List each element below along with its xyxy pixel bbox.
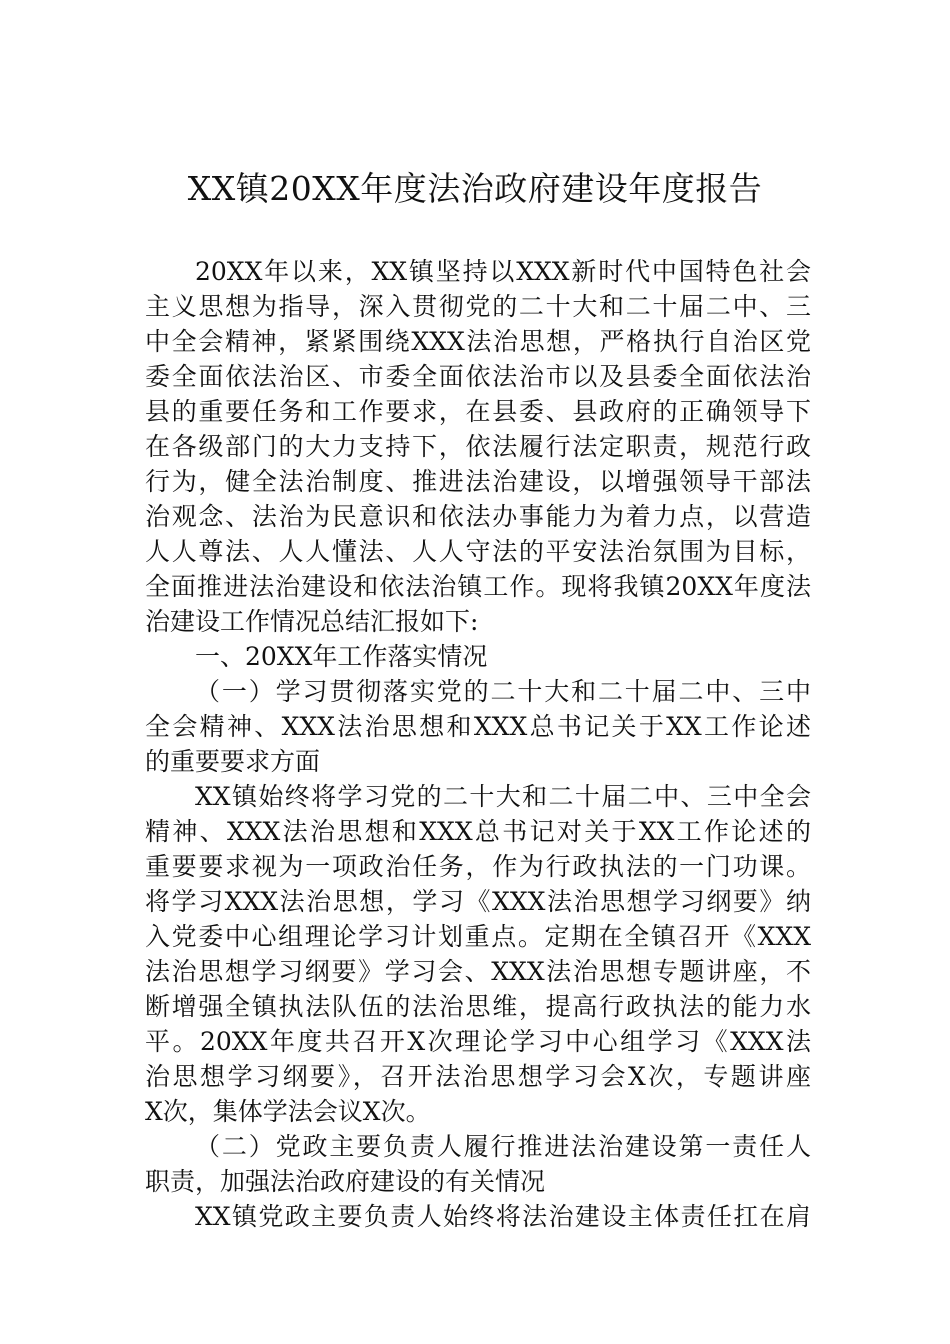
section-heading: 一、20XX年工作落实情况 bbox=[195, 642, 488, 671]
paragraph-line: 法治思想学习纲要》学习会、XXX法治思想专题讲座，不 bbox=[145, 957, 811, 986]
paragraph-line: 治观念、法治为民意识和依法办事能力为着力点，以营造 bbox=[145, 502, 811, 531]
paragraph-line: 人人尊法、人人懂法、人人守法的平安法治氛围为目标， bbox=[145, 537, 811, 566]
paragraph-line: 将学习XXX法治思想，学习《XXX法治思想学习纲要》纳 bbox=[145, 887, 811, 916]
paragraph-line: 断增强全镇执法队伍的法治思维，提高行政执法的能力水 bbox=[145, 992, 811, 1021]
paragraph-line: 治建设工作情况总结汇报如下: bbox=[145, 607, 479, 636]
subsection-heading: 全会精神、XXX法治思想和XXX总书记关于XX工作论述 bbox=[145, 712, 811, 741]
paragraph-line: 重要要求视为一项政治任务，作为行政执法的一门功课。 bbox=[145, 852, 811, 881]
paragraph-line: 委全面依法治区、市委全面依法治市以及县委全面依法治 bbox=[145, 362, 811, 391]
paragraph-line: 治思想学习纲要》，召开法治思想学习会X次，专题讲座 bbox=[145, 1062, 811, 1091]
paragraph-line: 平。20XX年度共召开X次理论学习中心组学习《XXX法 bbox=[145, 1027, 811, 1056]
paragraph-line: 县的重要任务和工作要求，在县委、县政府的正确领导下 bbox=[145, 397, 811, 426]
paragraph-line: 全面推进法治建设和依法治镇工作。现将我镇20XX年度法 bbox=[145, 572, 811, 601]
paragraph-line: 中全会精神，紧紧围绕XXX法治思想，严格执行自治区党 bbox=[145, 327, 811, 356]
paragraph-line: 在各级部门的大力支持下，依法履行法定职责，规范行政 bbox=[145, 432, 811, 461]
subsection-heading: （二）党政主要负责人履行推进法治建设第一责任人 bbox=[195, 1132, 811, 1161]
paragraph-line: XX镇党政主要负责人始终将法治建设主体责任扛在肩 bbox=[195, 1202, 811, 1231]
paragraph-line: XX镇始终将学习党的二十大和二十届二中、三中全会 bbox=[195, 782, 811, 811]
document-body bbox=[145, 254, 811, 1234]
paragraph-line: 20XX年以来，XX镇坚持以XXX新时代中国特色社会 bbox=[195, 257, 811, 286]
subsection-heading: 职责，加强法治政府建设的有关情况 bbox=[145, 1167, 546, 1196]
paragraph-line: 入党委中心组理论学习计划重点。定期在全镇召开《XXX bbox=[145, 922, 811, 951]
paragraph-line: X次，集体学法会议X次。 bbox=[145, 1097, 431, 1126]
subsection-heading: （一）学习贯彻落实党的二十大和二十届二中、三中 bbox=[195, 677, 811, 706]
subsection-heading: 的重要要求方面 bbox=[145, 747, 321, 776]
document-title: XX镇20XX年度法治政府建设年度报告 bbox=[187, 169, 763, 208]
paragraph-line: 精神、XXX法治思想和XXX总书记对关于XX工作论述的 bbox=[145, 817, 811, 846]
paragraph-line: 主义思想为指导，深入贯彻党的二十大和二十届二中、三 bbox=[145, 292, 811, 321]
paragraph-line: 行为，健全法治制度、推进法治建设，以增强领导干部法 bbox=[145, 467, 811, 496]
